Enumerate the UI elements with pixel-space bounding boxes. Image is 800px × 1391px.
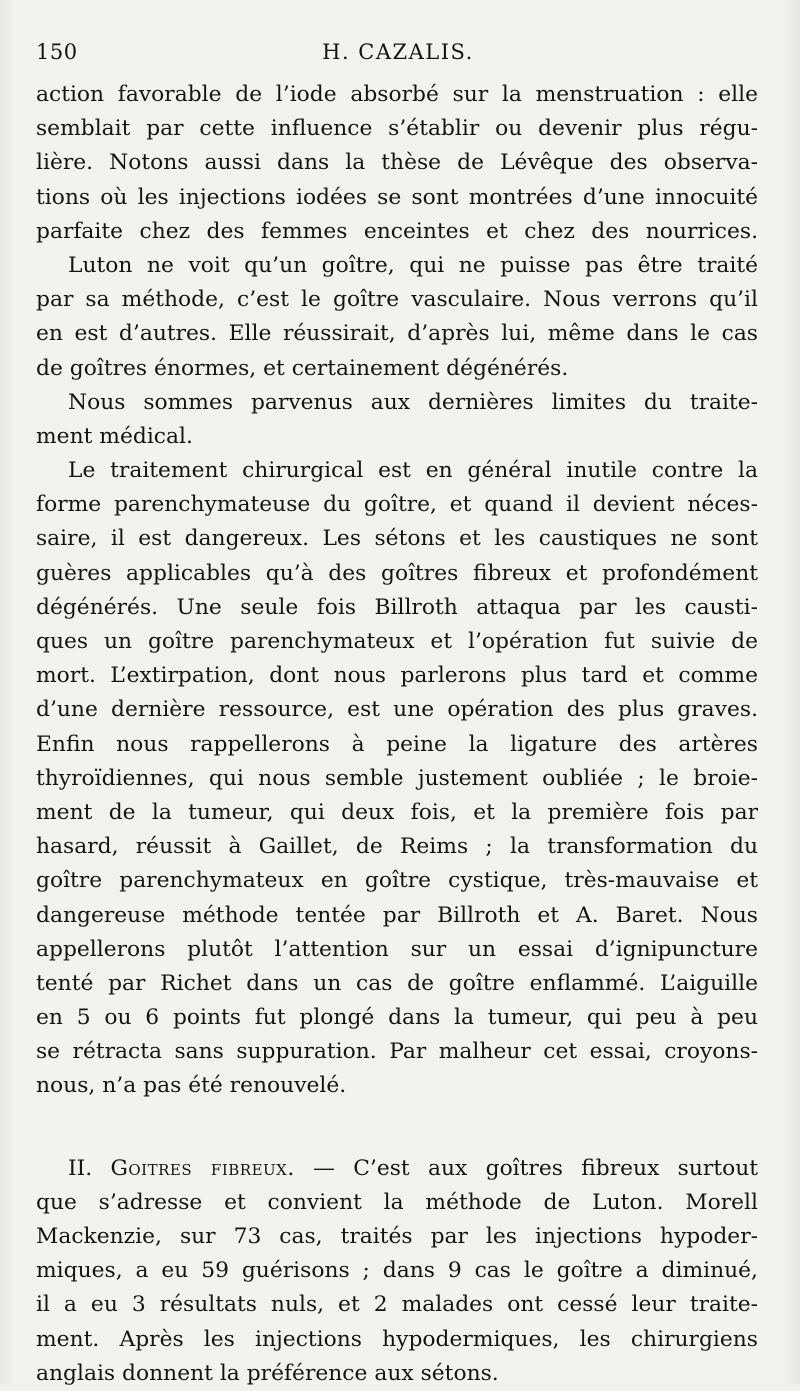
text-line: tions où les injections iodées se sont montrées d’une innocuité bbox=[36, 184, 758, 210]
section-heading-line bbox=[36, 1152, 758, 1186]
text-line: mort. L’extirpation, dont nous parlerons plus tard et comme bbox=[36, 663, 758, 689]
text-line: par sa méthode, c’est le goître vasculaire. Nous verrons qu’il bbox=[36, 287, 758, 313]
text-line: saire, il est dangereux. Les sétons et les caustiques ne sont bbox=[36, 526, 758, 552]
section-dash: — bbox=[313, 1155, 335, 1181]
text-line: ques un goître parenchymateux et l’opération fut suivie de bbox=[36, 629, 758, 654]
text-line: Mackenzie, sur 73 cas, traités par les injections hypoder- bbox=[36, 1224, 758, 1249]
text-line: dégénérés. Une seule fois Billroth attaqua par les causti- bbox=[36, 594, 758, 620]
section-goitres-fibreux bbox=[36, 1152, 758, 1391]
text-line: lière. Notons aussi dans la thèse de Lévêque des observa- bbox=[36, 150, 758, 176]
paragraph bbox=[36, 78, 758, 249]
running-title: H. CAZALIS. bbox=[322, 40, 474, 64]
text-line: hasard, réussit à Gaillet, de Reims ; la transformation du bbox=[36, 834, 758, 860]
section-spacer bbox=[36, 1104, 758, 1152]
text-line: goître parenchymateux en goître cystique, très-mauvaise et bbox=[36, 868, 758, 894]
paragraph bbox=[36, 386, 758, 454]
text-line: en est d’autres. Elle réussirait, d’après lui, même dans le cas bbox=[36, 321, 758, 347]
text-line: forme parenchymateuse du goître, et quand il devient néces- bbox=[36, 492, 758, 518]
text-line: Luton ne voit qu’un goître, qui ne puisse pas être traité bbox=[68, 252, 758, 278]
text-line: Le traitement chirurgical est en général inutile contre la bbox=[68, 458, 758, 484]
section-title: Goitres fibreux. bbox=[110, 1155, 295, 1181]
text-line: parfaite chez des femmes enceintes et chez des nourrices. bbox=[36, 218, 758, 244]
text-line: d’une dernière ressource, est une opération des plus graves. bbox=[36, 697, 758, 723]
section-number: II. bbox=[68, 1155, 93, 1181]
text-line: anglais donnent la préférence aux sétons. bbox=[36, 1360, 499, 1386]
page-number: 150 bbox=[36, 40, 78, 64]
text-line: thyroïdiennes, qui nous semble justement oubliée ; le broie- bbox=[36, 765, 758, 791]
page-header bbox=[36, 40, 760, 74]
text-line: semblait par cette influence s’établir ou devenir plus régu- bbox=[36, 116, 758, 142]
text-line: se rétracta sans suppuration. Par malheur cet essai, croyons- bbox=[36, 1039, 758, 1065]
text-line: ment de la tumeur, qui deux fois, et la première fois par bbox=[36, 799, 758, 825]
section-first-line-text: C’est aux goîtres fibreux surtout bbox=[353, 1155, 758, 1181]
text-line: appellerons plutôt l’attention sur un essai d’ignipuncture bbox=[36, 936, 758, 962]
text-line: que s’adresse et convient la méthode de Luton. Morell bbox=[36, 1189, 758, 1215]
text-line: miques, a eu 59 guérisons ; dans 9 cas le goître a diminué, bbox=[36, 1258, 758, 1284]
text-line: action favorable de l’iode absorbé sur la menstruation : elle bbox=[36, 82, 758, 107]
text-line: guères applicables qu’à des goîtres fibreux et profondément bbox=[36, 560, 758, 586]
text-line: Nous sommes parvenus aux dernières limites du traite- bbox=[68, 389, 758, 415]
text-line: ment médical. bbox=[36, 423, 193, 449]
text-line: il a eu 3 résultats nuls, et 2 malades ont cessé leur traite- bbox=[36, 1292, 758, 1318]
text-line: dangereuse méthode tentée par Billroth et A. Baret. Nous bbox=[36, 902, 758, 928]
text-line: nous, n’a pas été renouvelé. bbox=[36, 1073, 347, 1099]
text-line: ment. Après les injections hypodermiques, les chirurgiens bbox=[36, 1326, 758, 1352]
text-line: en 5 ou 6 points fut plongé dans la tumeur, qui peu à peu bbox=[36, 1005, 758, 1031]
body-text bbox=[36, 78, 758, 1391]
paragraph bbox=[36, 454, 758, 1104]
paragraph bbox=[36, 249, 758, 386]
text-line: Enfin nous rappellerons à peine la ligature des artères bbox=[36, 731, 758, 757]
text-line: de goîtres énormes, et certainement dégénérés. bbox=[36, 355, 569, 381]
text-line: tenté par Richet dans un cas de goître enflammé. L’aiguille bbox=[36, 970, 758, 996]
